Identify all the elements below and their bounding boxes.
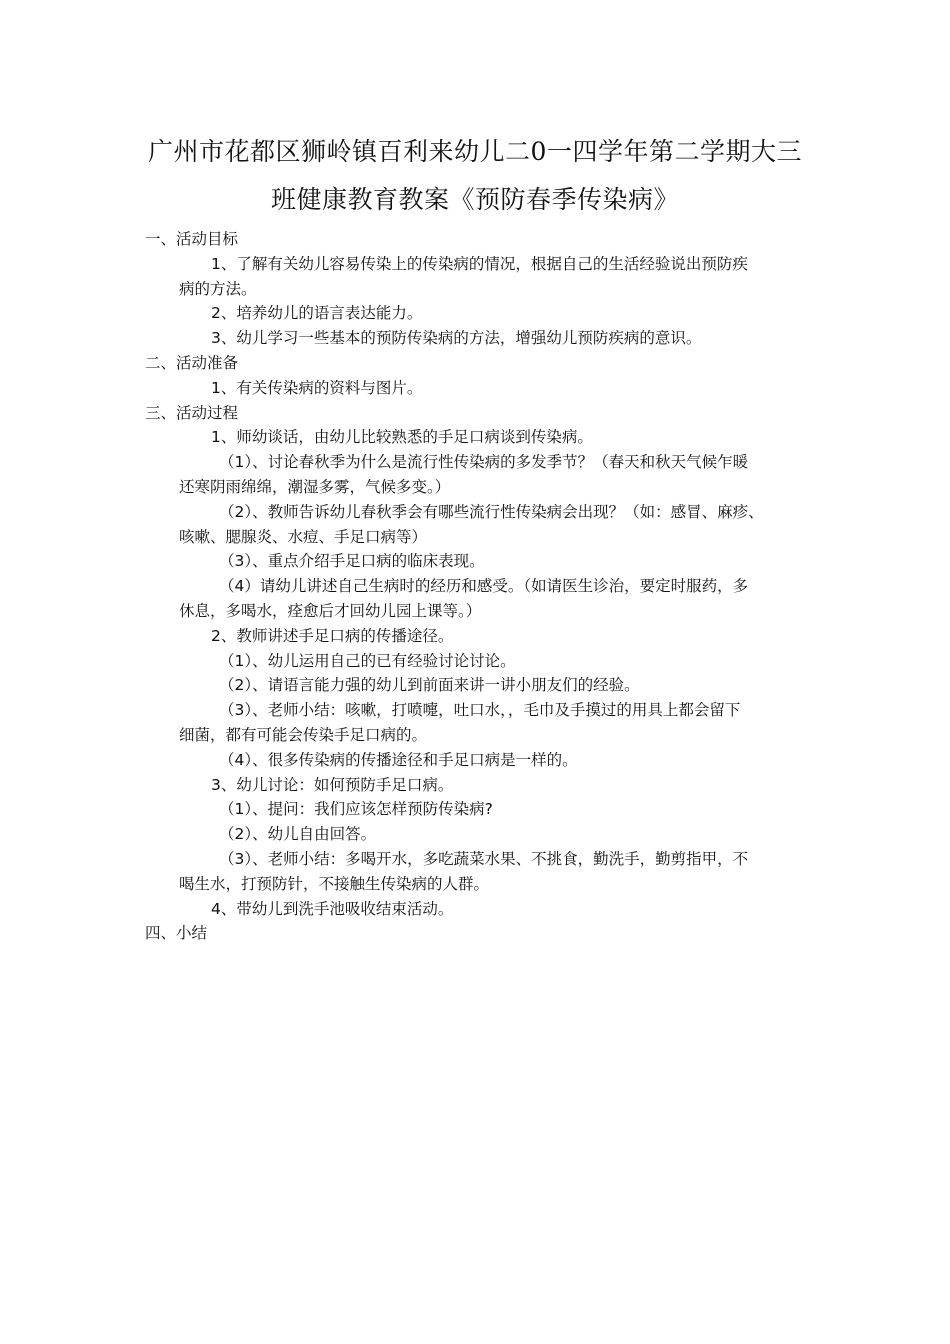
text-line: 喝生水，打预防针，不接触生传染病的人群。 bbox=[179, 874, 490, 893]
text-line: 3、幼儿学习一些基本的预防传染病的方法，增强幼儿预防疾病的意识。 bbox=[211, 329, 702, 348]
text-line: 细菌，都有可能会传染手足口病的。 bbox=[179, 725, 428, 744]
text-line: （2）、教师告诉幼儿春秋季会有哪些流行性传染病会出现？（如：感冒、麻疹、 bbox=[219, 502, 764, 521]
text-line: 2、培养幼儿的语言表达能力。 bbox=[211, 304, 423, 323]
text-line: （4）、很多传染病的传播途径和手足口病是一样的。 bbox=[219, 750, 578, 769]
text-line: （3）、重点介绍手足口病的临床表现。 bbox=[219, 552, 485, 571]
text-line: 2、教师讲述手足口病的传播途径。 bbox=[211, 626, 454, 645]
text-line: 1、了解有关幼儿容易传染上的传染病的情况，根据自己的生活经验说出预防疾 bbox=[211, 254, 748, 273]
text-line: （2）、幼儿自由回答。 bbox=[219, 825, 377, 844]
text-line: （4）请幼儿讲述自己生病时的经历和感受。（如请医生诊治，要定时服药，多 bbox=[219, 577, 749, 596]
text-line: （3）、老师小结：多喝开水，多吃蔬菜水果、不挑食，勤洗手，勤剪指甲，不 bbox=[219, 849, 749, 868]
text-line: 咳嗽、腮腺炎、水痘、手足口病等） bbox=[179, 527, 428, 546]
section-heading: 二、活动准备 bbox=[145, 353, 239, 372]
section-heading: 四、小结 bbox=[145, 924, 208, 943]
text-line: 4、带幼儿到洗手池吸收结束活动。 bbox=[211, 899, 454, 918]
text-line: 1、师幼谈话，由幼儿比较熟悉的手足口病谈到传染病。 bbox=[211, 428, 593, 447]
document-title-line-2: 班健康教育教案《预防春季传染病》 bbox=[270, 185, 679, 214]
document-body bbox=[145, 227, 805, 946]
text-line: （1）、提问：我们应该怎样预防传染病? bbox=[219, 800, 493, 819]
text-line: （1）、讨论春秋季为什么是流行性传染病的多发季节？（春天和秋天气候乍暖 bbox=[219, 453, 749, 472]
text-line: 病的方法。 bbox=[179, 279, 257, 298]
section-heading: 三、活动过程 bbox=[145, 403, 239, 422]
text-line: 1、有关传染病的资料与图片。 bbox=[211, 378, 423, 397]
text-line: 休息，多喝水，痊愈后才回幼儿园上课等。） bbox=[179, 601, 482, 620]
text-line: 还寒阴雨绵绵，潮湿多雾，气候多变。） bbox=[179, 477, 451, 496]
document-title-line-1: 广州市花都区狮岭镇百利来幼儿二0一四学年第二学期大三 bbox=[148, 137, 802, 166]
text-line: （2）、请语言能力强的幼儿到前面来讲一讲小朋友们的经验。 bbox=[219, 676, 640, 695]
text-line: （3）、老师小结：咳嗽，打喷嚏，吐口水，，毛巾及手摸过的用具上都会留下 bbox=[219, 701, 741, 720]
text-line: 3、幼儿讨论：如何预防手足口病。 bbox=[211, 775, 454, 794]
text-line: （1）、幼儿运用自己的已有经验讨论讨论。 bbox=[219, 651, 516, 670]
section-heading: 一、活动目标 bbox=[145, 230, 239, 248]
